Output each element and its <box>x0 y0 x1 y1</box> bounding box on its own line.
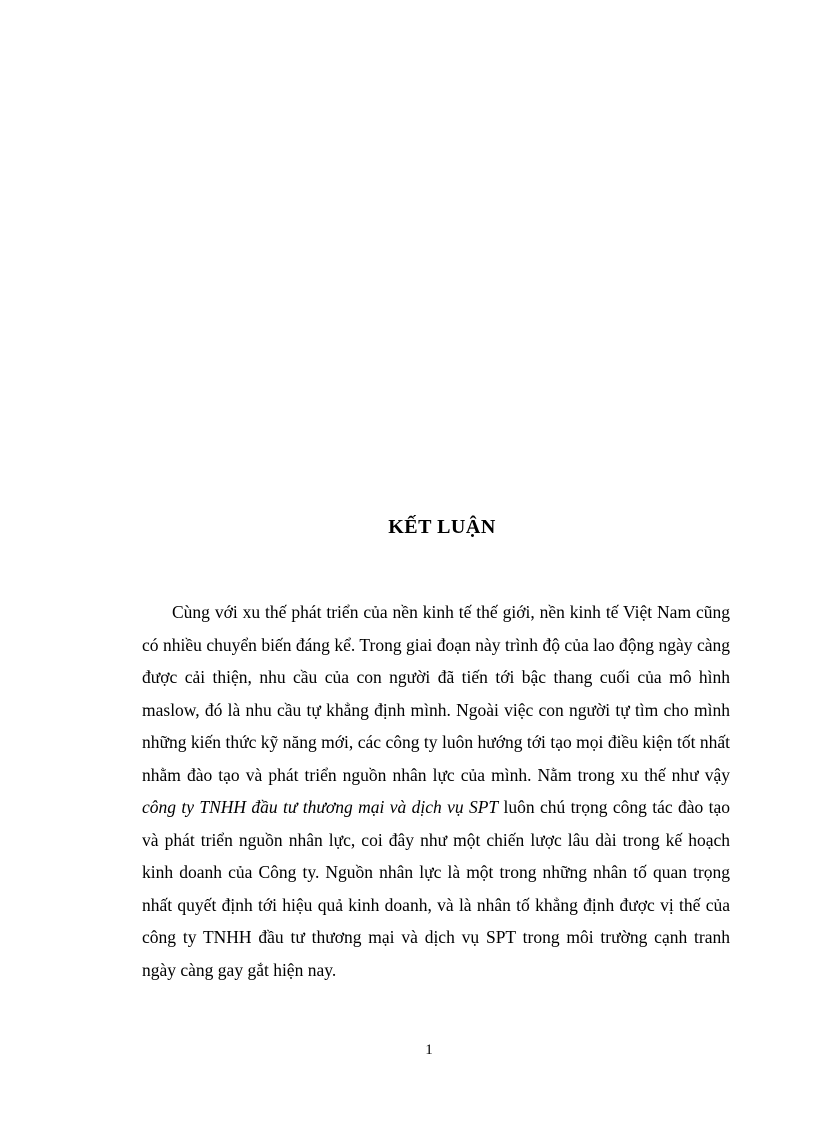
paragraph-text-part2: luôn chú trọng công tác đào tạo và phát triển nguồn nhân lực, coi đây như một chiến lược lâu dài trong kế hoạch kinh doanh của Công ty. Nguồn nhân lực là một trong những nhân tố quan trọng nhất quyết định tới hiệu quả kinh doanh, và là nhân tố khẳng định được vị thế của công ty TNHH đầu tư thương mại và dịch vụ SPT trong môi trường cạnh tranh ngày càng gay gắt hiện nay. <box>142 797 730 980</box>
page-number: 1 <box>425 1042 433 1058</box>
paragraph-text-part1: Cùng với xu thế phát triển của nền kinh tế thế giới, nền kinh tế Việt Nam cũng có nhiều chuyển biến đáng kể. Trong giai đoạn này trình độ của lao động ngày càng được cải thiện, nhu cầu của con người đã tiến tới bậc thang cuối của mô hình maslow, đó là nhu cầu tự khẳng định mình. Ngoài việc con người tự tìm cho mình những kiến thức kỹ năng mới, các công ty luôn hướng tới tạo mọi điều kiện tốt nhất nhằm đào tạo và phát triển nguồn nhân lực của mình. Nằm trong xu thế như vậy <box>142 602 730 785</box>
page-title: KẾT LUẬN <box>388 516 496 538</box>
conclusion-paragraph <box>142 596 730 986</box>
company-name-italic: công ty TNHH đầu tư thương mại và dịch vụ SPT <box>142 797 499 817</box>
